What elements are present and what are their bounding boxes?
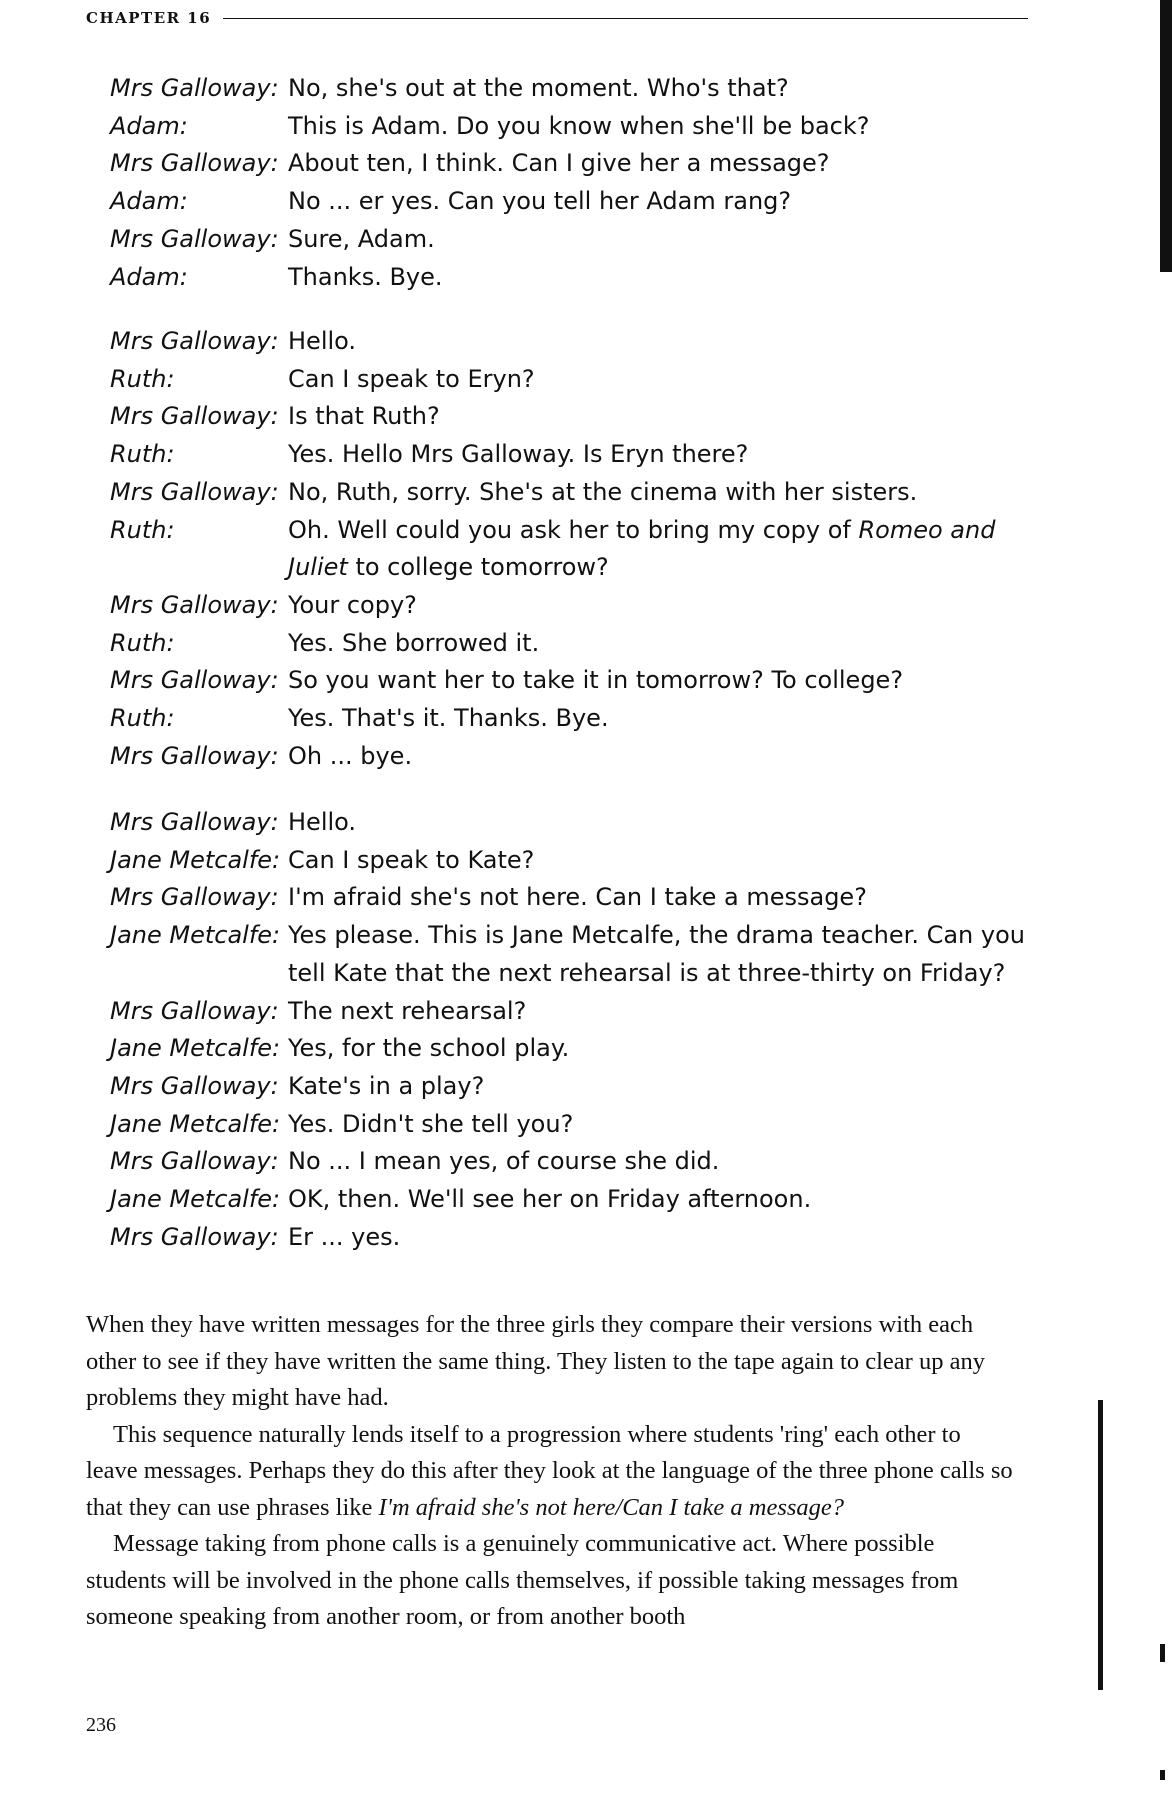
speaker-name: Ruth: [110,704,175,733]
speaker-name: Mrs Galloway: [110,808,279,836]
speech-text: Oh ... bye. [288,741,413,770]
speaker-name: Mrs Galloway: [110,224,279,253]
speaker-name: Ruth: [110,364,175,393]
dialogue-line [110,587,1030,625]
speaker-name: Mrs Galloway: [110,996,279,1025]
speech-text: Yes, for the school play. [288,1034,570,1063]
speech-text: Yes. That's it. Thanks. Bye. [288,704,609,733]
dialogue-line [110,917,1030,992]
speech-text: Kate's in a play? [288,1071,485,1100]
speech-text: Yes. Didn't she tell you? [288,1109,574,1138]
dialogue-line [110,183,1030,221]
paragraph-text: This sequence naturally lends itself to a progression where students 'ring' each other to leave messages. Perhaps they do this after they look at the language of the three phone calls so that they can use phrases like [86,1420,1013,1521]
speaker-name: Adam: [110,111,188,140]
speaker-name: Ruth: [110,628,175,657]
speech-text: Thanks. Bye. [288,262,443,291]
speaker-name: Jane Metcalfe: [110,921,281,950]
dialogue-line [110,1181,1030,1219]
speech-text: About ten, I think. Can I give her a message? [288,149,830,178]
speaker-name: Jane Metcalfe: [110,1185,281,1214]
page-number: 236 [86,1714,116,1736]
dialogue-line [110,738,1030,776]
dialogue-line [110,108,1030,146]
speaker-name: Mrs Galloway: [110,74,279,102]
dialogue-line [110,879,1030,917]
dialogue-line [110,804,1030,842]
dialogue-line [110,398,1030,436]
speech-text-part: Oh. Well could you ask her to bring my copy of [288,515,859,544]
dialogue-line [110,323,1030,361]
speaker-name: Jane Metcalfe: [110,1109,281,1138]
speech-text-part: to college tomorrow? [347,553,609,582]
dialogue-line [110,361,1030,399]
speech-text: Your copy? [288,590,417,619]
speech-text: Sure, Adam. [288,224,435,253]
dialogue-line [110,700,1030,738]
chapter-label: CHAPTER 16 [86,9,212,27]
conversation-1 [110,70,1030,296]
dialogue-line [110,625,1030,663]
speech-text: No ... I mean yes, of course she did. [288,1147,720,1176]
speaker-name: Mrs Galloway: [110,327,279,355]
play-title: Romeo and Juliet [288,515,996,582]
speech-text: Can I speak to Kate? [288,845,535,874]
speech-text: Hello. [288,327,357,355]
scan-edge-mark [1160,1644,1165,1662]
speaker-name: Ruth: [110,440,175,469]
conversation-3 [110,804,1030,1256]
speaker-name: Adam: [110,187,188,216]
paragraph: Message taking from phone calls is a genuinely communicative act. Where possible students will be involved in the phone calls themselves, if possible taking messages from someone speaking from another room, or from another booth [86,1530,959,1630]
speaker-name: Mrs Galloway: [110,1147,279,1176]
speaker-name: Mrs Galloway: [110,741,279,770]
speaker-name: Jane Metcalfe: [110,1034,281,1063]
dialogue-line [110,221,1030,259]
dialogue-line [110,1106,1030,1144]
scan-edge-mark [1160,1770,1165,1780]
dialogue-line [110,1219,1030,1257]
dialogue-line [110,70,1030,108]
dialogue-line [110,842,1030,880]
example-phrases: I'm afraid she's not here/Can I take a message? [378,1493,845,1521]
speech-text: Hello. [288,808,357,836]
speaker-name: Mrs Galloway: [110,883,279,912]
dialogue-line [110,1143,1030,1181]
speaker-name: Mrs Galloway: [110,590,279,619]
speech-text: Yes please. This is Jane Metcalfe, the drama teacher. Can you tell Kate that the next rehearsal is at three-thirty on Friday? [288,921,1025,987]
chapter-header [86,6,1028,30]
dialogue-line [110,436,1030,474]
dialogue-line [110,1068,1030,1106]
speech-text: No, Ruth, sorry. She's at the cinema with her sisters. [288,477,918,506]
speech-text: Can I speak to Eryn? [288,364,535,393]
speaker-name: Adam: [110,262,188,291]
speaker-name: Mrs Galloway: [110,666,279,695]
dialogue-line [110,1030,1030,1068]
speaker-name: Mrs Galloway: [110,1222,279,1251]
scan-edge-mark [1160,0,1172,272]
header-rule [223,18,1028,19]
speaker-name: Ruth: [110,515,175,544]
speech-text: So you want her to take it in tomorrow? To college? [288,666,904,695]
prose-body [86,1307,1016,1636]
dialogue-line [110,512,1030,587]
scan-edge-mark [1098,1400,1103,1690]
speech-text: I'm afraid she's not here. Can I take a message? [288,883,867,912]
speech-text: Er ... yes. [288,1222,401,1251]
speech-text [288,512,1030,587]
speaker-name: Mrs Galloway: [110,149,279,178]
dialogue-line [110,474,1030,512]
paragraph [86,1417,1016,1527]
speech-text: OK, then. We'll see her on Friday afternoon. [288,1185,812,1214]
speech-text: Yes. Hello Mrs Galloway. Is Eryn there? [288,440,749,469]
conversation-2 [110,323,1030,775]
speech-text: This is Adam. Do you know when she'll be back? [288,111,870,140]
dialogue-line [110,993,1030,1031]
dialogue-line [110,259,1030,297]
speech-text: The next rehearsal? [288,996,527,1025]
speech-text: No, she's out at the moment. Who's that? [288,74,789,102]
speech-text: No ... er yes. Can you tell her Adam rang? [288,187,792,216]
speaker-name: Jane Metcalfe: [110,845,281,874]
speech-text: Is that Ruth? [288,402,440,431]
paragraph: When they have written messages for the three girls they compare their versions with each other to see if they have written the same thing. They listen to the tape again to clear up any problems they might have had. [86,1311,985,1411]
speaker-name: Mrs Galloway: [110,1071,279,1100]
speech-text: Yes. She borrowed it. [288,628,540,657]
dialogue-line [110,145,1030,183]
speaker-name: Mrs Galloway: [110,402,279,431]
dialogue-line [110,662,1030,700]
speaker-name: Mrs Galloway: [110,477,279,506]
